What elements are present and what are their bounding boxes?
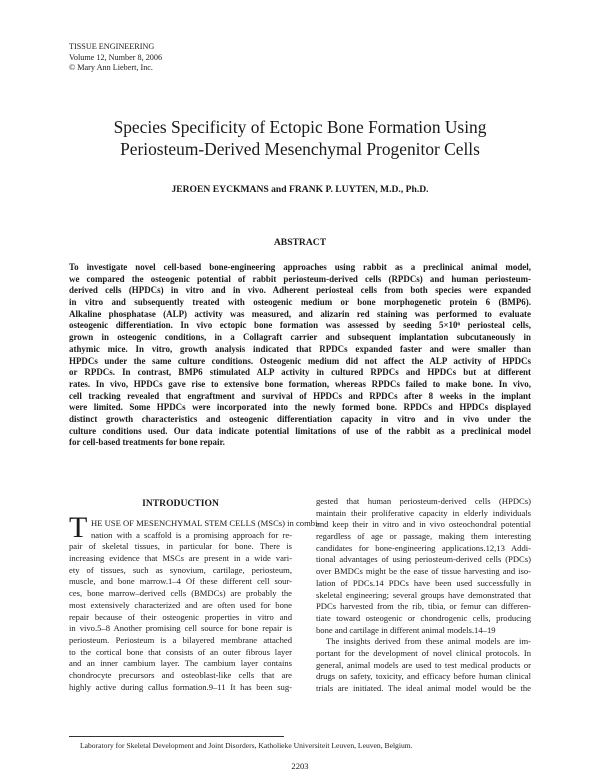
abstract-line: osteogenic differentiation. In vivo ectopic bone formation was assessed by seeding 5×10⁶ periosteal cells,: [69, 320, 531, 331]
intro-line: pair of skeletal tissues, in particular for bone. There is: [69, 541, 292, 552]
abstract-body: [69, 262, 531, 449]
intro-line: HE USE OF MESENCHYMAL STEM CELLS (MSCs) in combi-: [91, 518, 321, 528]
intro-line: ety of tissues, such as synovium, cartilage, periosteum,: [69, 564, 292, 575]
intro-left-column: [69, 518, 321, 693]
abstract-line: rates. In vivo, HPDCs gave rise to extensive bone formation, whereas RPDCs failed to make bone. In vivo,: [69, 378, 531, 389]
intro-line: tiate toward osteogenic or chondrogenic cells, producing: [316, 612, 531, 623]
article-title: [60, 116, 540, 160]
intro-line: maintain their proliferative capacity in elderly individuals: [316, 507, 531, 518]
intro-line: periosteum. Periosteum is a bilayered membrane attached: [69, 634, 292, 645]
intro-line: PDCs harvested from the rib, tibia, or femur can differen-: [316, 601, 531, 612]
intro-line: to the cortical bone that consists of an outer fibrous layer: [69, 646, 292, 657]
abstract-line: To investigate novel cell-based bone-engineering approaches using rabbit as a preclinical animal model,: [69, 262, 531, 272]
intro-line: The insights derived from these animal models are im-: [326, 636, 531, 647]
abstract-line: in vitro and subsequently treated with osteogenic medium or bone morphogenetic protein 6 (BMP6).: [69, 297, 531, 308]
page-number: 2203: [291, 761, 309, 771]
intro-line: ces, bone marrow–derived cells (BMDCs) are probably the: [69, 588, 292, 599]
abstract-line: were limited. Some HPDCs were incorporated into the newly formed bone. RPDCs and HPDCs displayed: [69, 402, 531, 413]
journal-copyright: © Mary Ann Liebert, Inc.: [69, 63, 153, 73]
title-line-2: Periosteum-Derived Mesenchymal Progenitor Cells: [120, 139, 480, 159]
intro-line: trials are initiated. The ideal animal model would be the: [316, 683, 531, 693]
intro-line: nation with a scaffold is a promising approach for re-: [91, 529, 292, 540]
journal-name: TISSUE ENGINEERING: [69, 42, 155, 51]
intro-line: over BMDCs might be the ease of tissue harvesting and iso-: [316, 566, 531, 577]
intro-line: portant for the development of novel clinical protocols. In: [316, 647, 531, 658]
intro-line: muscle, and bone marrow.1–4 Of these different cell sour-: [69, 576, 292, 587]
intro-line: highly active during callus formation.9–11 It has been sug-: [69, 681, 292, 692]
intro-line: chondrocyte precursors and osteoblast-like cells that are: [69, 669, 292, 680]
intro-line: bone and cartilage in different animal models.14–19: [316, 624, 496, 635]
abstract-line: athymic mice. In vitro, growth analysis indicated that RPDCs expanded faster and were smaller than: [69, 343, 531, 354]
intro-line: general, animal models are used to test medical products or: [316, 659, 531, 670]
author-list: JEROEN EYCKMANS and FRANK P. LUYTEN, M.D., Ph.D.: [171, 184, 429, 195]
abstract-line: or RPDCs. In contrast, BMP6 stimulated ALP activity in cultured RPDCs and HPDCs but at different: [69, 367, 531, 378]
abstract-line: we compared the osteogenic potential of rabbit periosteum-derived cells (RPDCs) and human periosteum-: [69, 273, 531, 284]
abstract-line: culture conditions used. Our data indicate potential limitations of use of the rabbit as a preclinical model: [69, 425, 531, 436]
journal-volume: Volume 12, Number 8, 2006: [69, 52, 163, 62]
abstract-line: for cell-based treatments for bone repair.: [69, 437, 225, 448]
abstract-heading: ABSTRACT: [273, 237, 327, 248]
intro-line: candidates for bone-engineering applications.12,13 Addi-: [316, 542, 531, 553]
intro-line: drugs on safety, toxicity, and efficacy before human clinical: [316, 671, 531, 682]
intro-line: repair because of their osteogenic properties in vitro and: [69, 611, 292, 622]
intro-line: increasing evidence that MSCs are present in a wide vari-: [69, 553, 292, 564]
affiliation-footnote: Laboratory for Skeletal Development and Joint Disorders, Katholieke Universiteit Leuven, Leuven, Belgium.: [80, 741, 413, 750]
abstract-line: Alkaline phosphatase (ALP) activity was measured, and alizarin red staining was performed to evaluate: [69, 308, 531, 319]
introduction-heading: INTRODUCTION: [142, 498, 219, 509]
footnote-divider: [69, 736, 284, 737]
intro-line: regardless of age or passage, making them interesting: [316, 531, 531, 542]
abstract-line: HPDCs under the same culture conditions. Osteogenic medium did not affect the ALP activity of HPDCs: [69, 355, 531, 366]
intro-line: and keep their in vitro and in vivo osteochondral potential: [316, 519, 531, 530]
journal-header: [69, 42, 162, 74]
intro-line: skeletal engineering; several groups have demonstrated that: [316, 589, 531, 600]
intro-line: tional advantages of using periosteum-derived cells (PDCs): [316, 554, 531, 565]
title-line-1: Species Specificity of Ectopic Bone Formation Using: [113, 117, 487, 137]
intro-right-column: [316, 496, 531, 695]
abstract-line: derived cells (HPDCs) in vitro and in vivo. Adherent periosteal cells from both species were expanded: [69, 285, 531, 296]
intro-line: most extensively characterized and are often used for bone: [69, 599, 292, 610]
intro-line: in vivo.5–8 Another promising cell source for bone repair is: [69, 623, 292, 634]
abstract-line: grown in osteogenic conditions, in a Collagraft carrier and subsequent implantation subcutaneously in: [69, 332, 531, 343]
intro-line: gested that human periosteum-derived cells (HPDCs): [316, 496, 531, 506]
drop-cap: T: [69, 511, 88, 544]
intro-line: lation of PDCs.14 PDCs have been used successfully in: [316, 577, 531, 588]
abstract-line: cell tracking revealed that engraftment and survival of HPDCs and RPDCs after 8 weeks in the implant: [69, 390, 531, 401]
abstract-line: distinct growth characteristics and osteogenic differentiation capacity in vitro and in vivo under the: [69, 413, 531, 424]
intro-line: and an inner cambium layer. The cambium layer contains: [69, 658, 292, 669]
